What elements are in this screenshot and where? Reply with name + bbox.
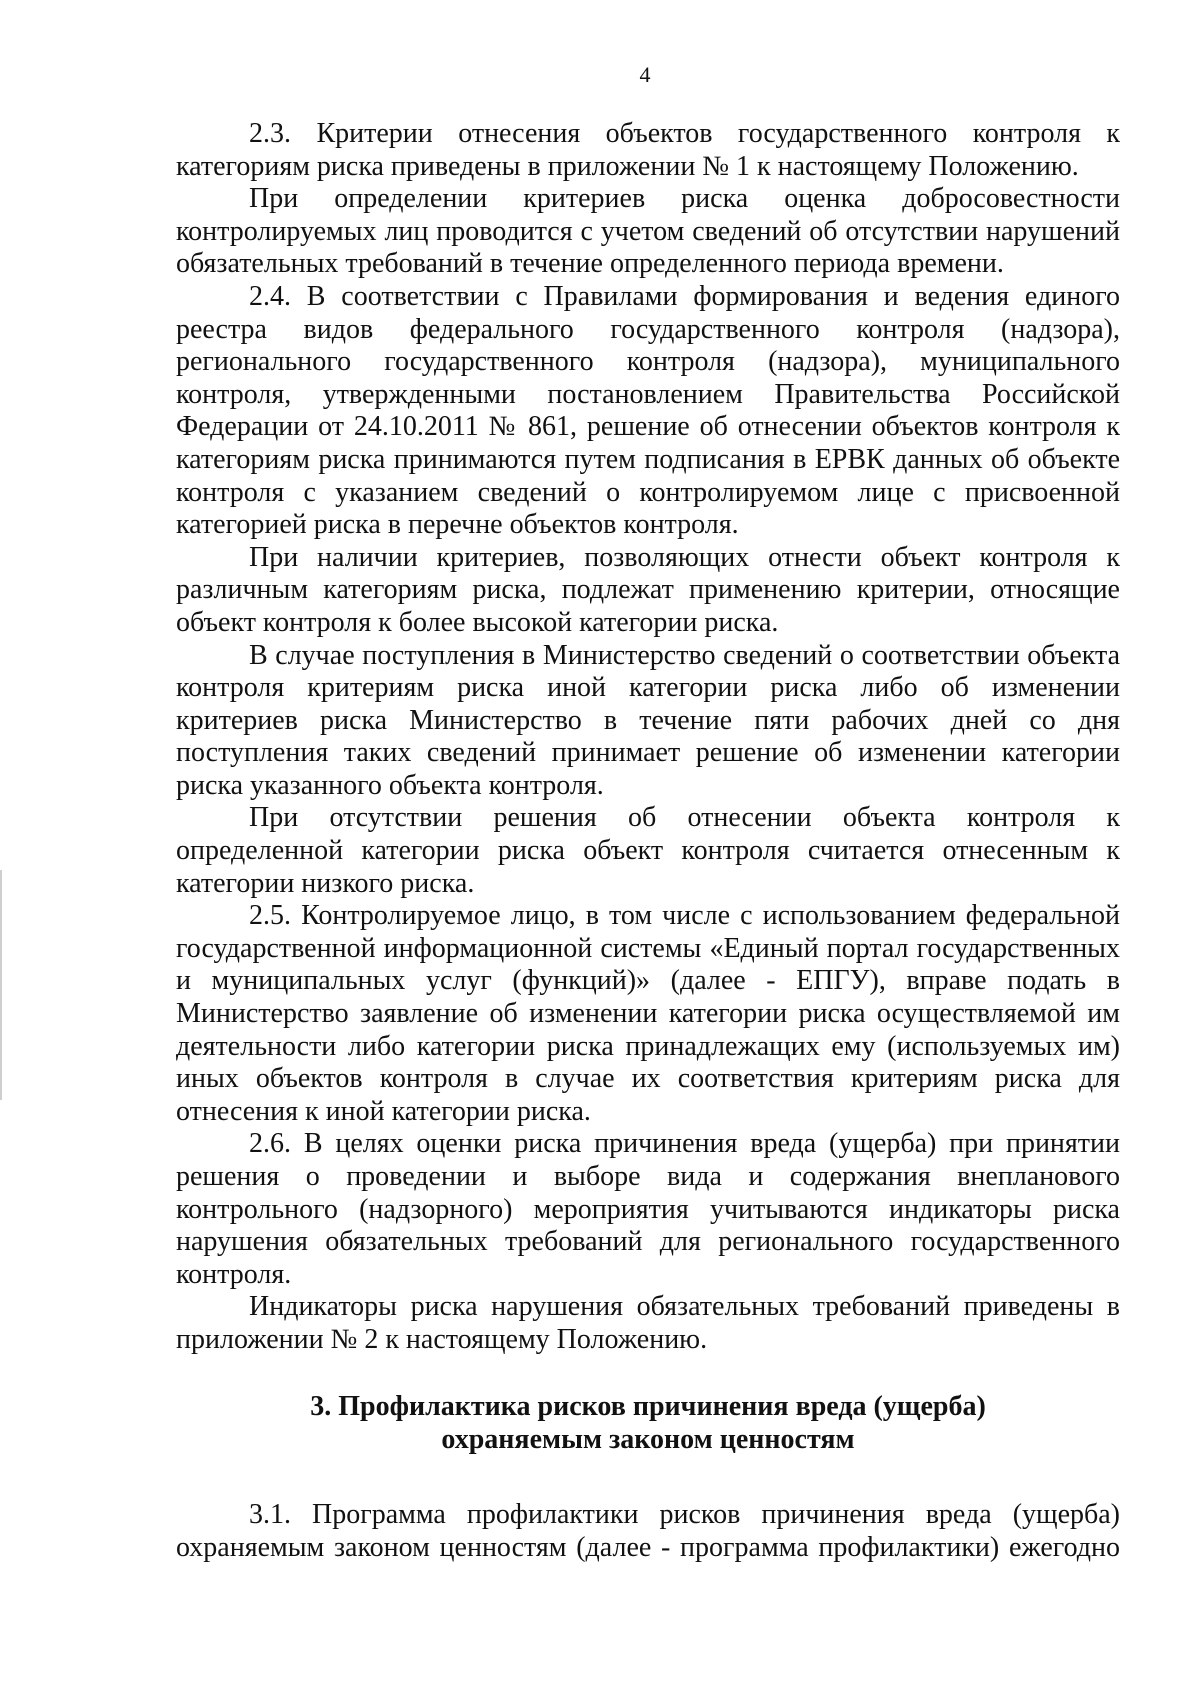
scan-edge-mark — [0, 870, 2, 1100]
paragraph-low-risk-default: При отсутствии решения об отнесении объекта контроля к определенной категории риска объект контроля считается отнесенным к категории низкого риска. — [176, 802, 1120, 899]
paragraph-3-1: 3.1. Программа профилактики рисков причинения вреда (ущерба) охраняемым законом ценностям (далее - программа профилактики) ежегодно — [176, 1499, 1120, 1563]
page-number: 4 — [639, 62, 651, 87]
paragraph-multiple-criteria: При наличии критериев, позволяющих отнести объект контроля к различным категориям риска, подлежат применению критерии, относящие объект контроля к более высокой категории риска. — [176, 541, 1120, 638]
tail-text — [176, 1498, 1120, 1564]
body-text — [176, 118, 1120, 1357]
section-heading-line-1: 3. Профилактика рисков причинения вреда (ущерба) — [310, 1391, 986, 1422]
section-heading — [176, 1390, 1120, 1456]
paragraph-good-faith: При определении критериев риска оценка добросовестности контролируемых лиц проводится с учетом сведений об отсутствии нарушений обязательных требований в течение определенного периода времени. — [176, 183, 1120, 280]
paragraph-category-change: В случае поступления в Министерство сведений о соответствии объекта контроля критериям риска иной категории риска либо об изменении критериев риска Министерство в течение пяти рабочих дней со дня поступления таких сведений принимает решение об изменении категории риска указанного объекта контроля. — [176, 639, 1120, 801]
paragraph-2-5: 2.5. Контролируемое лицо, в том числе с использованием федеральной государственной информационной системы «Единый портал государственных и муниципальных услуг (функций)» (далее - ЕПГУ), вправе подать в Министерство заявление об изменении категории риска осуществляемой им деятельности либо категории риска принадлежащих ему (используемых им) иных объектов контроля в случае их соответствия критериям риска для отнесения к иной категории риска. — [176, 900, 1120, 1127]
paragraph-2-6: 2.6. В целях оценки риска причинения вреда (ущерба) при принятии решения о проведении и выборе вида и содержания внепланового контрольного (надзорного) мероприятия учитываются индикаторы риска нарушения обязательных требований для регионального государственного контроля. — [176, 1128, 1120, 1290]
paragraph-indicators: Индикаторы риска нарушения обязательных требований приведены в приложении № 2 к настоящему Положению. — [176, 1291, 1120, 1355]
section-heading-line-2: охраняемым законом ценностям — [441, 1424, 855, 1455]
paragraph-2-4: 2.4. В соответствии с Правилами формирования и ведения единого реестра видов федерального государственного контроля (надзора), регионального государственного контроля (надзора), муниципального контроля, утвержденными постановлением Правительства Российской Федерации от 24.10.2011 № 861, решение об отнесении объектов контроля к категориям риска принимаются путем подписания в ЕРВК данных об объекте контроля с указанием сведений о контролируемом лице с присвоенной категорией риска в перечне объектов контроля. — [176, 280, 1120, 541]
paragraph-2-3: 2.3. Критерии отнесения объектов государственного контроля к категориям риска приведены в приложении № 1 к настоящему Положению. — [176, 118, 1120, 182]
